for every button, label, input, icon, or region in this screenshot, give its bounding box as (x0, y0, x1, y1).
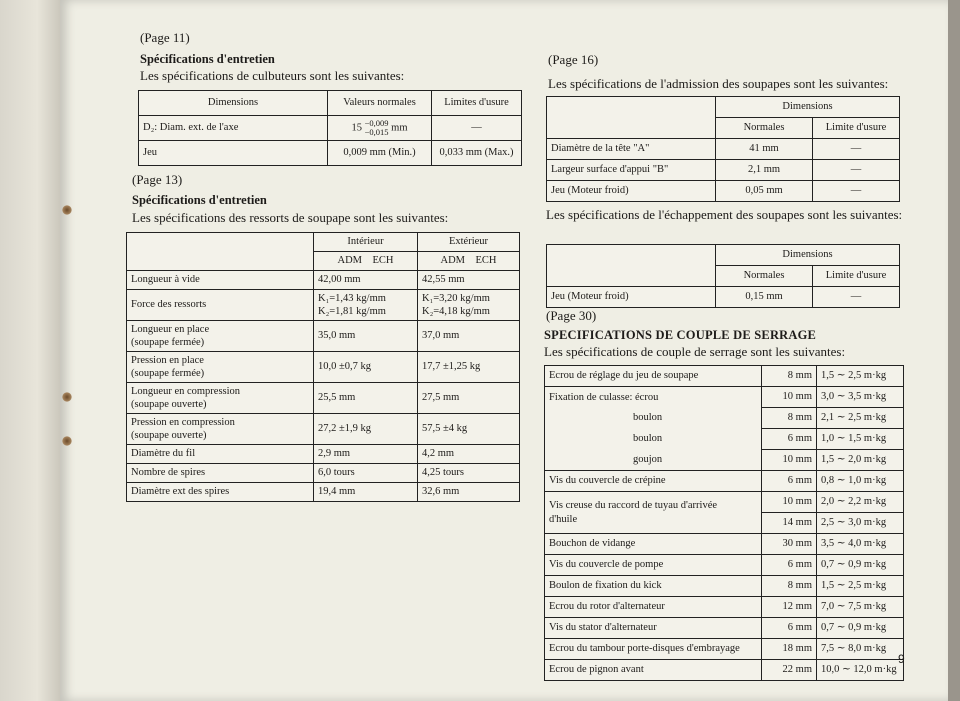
section-title-30: SPECIFICATIONS DE COUPLE DE SERRAGE (544, 328, 817, 342)
row-limit: — (432, 116, 522, 141)
row-limit: 0,033 mm (Max.) (432, 141, 522, 166)
table-row: Longueur en compression (soupape ouverte) 25,5 mm 27,5 mm (127, 383, 520, 414)
header-blank (547, 97, 716, 139)
header-dimensions: Dimensions (716, 245, 900, 266)
table-row: Diamètre ext des spires 19,4 mm 32,6 mm (127, 483, 520, 502)
table-row: Ecrou du rotor d'alternateur 12 mm 7,0 ∼ 7,5 m·kg (545, 597, 904, 618)
row-normal: 0,009 mm (Min.) (328, 141, 432, 166)
header-normal: Normales (716, 266, 813, 287)
rust-stain (62, 205, 72, 215)
table-row: Ecrou du tambour porte-disques d'embrayage 18 mm 7,5 ∼ 8,0 m·kg (545, 639, 904, 660)
facing-page-edge (0, 0, 62, 701)
row-normal: 15 −0,009 −0,015 mm (328, 116, 432, 141)
table-row: Vis du stator d'alternateur 6 mm 0,7 ∼ 0,9 m·kg (545, 618, 904, 639)
table-row (139, 141, 522, 166)
table-row: Longueur à vide 42,00 mm 42,55 mm (127, 271, 520, 290)
table-row: Vis creuse du raccord de tuyau d'arrivée d'huile 10 mm 2,0 ∼ 2,2 m·kg (545, 492, 904, 513)
table-row: Pression en compression (soupape ouverte) 27,2 ±1,9 kg 57,5 ±4 kg (127, 414, 520, 445)
rocker-arm-table (138, 90, 522, 166)
header-limit: Limites d'usure (432, 91, 522, 116)
admission-valve-table (546, 96, 900, 202)
table-row: Jeu (Moteur froid) 0,05 mm — (547, 181, 900, 202)
page-ref-11: (Page 11) (140, 30, 190, 45)
header-limit: Limite d'usure (813, 118, 900, 139)
header-normal: Normales (716, 118, 813, 139)
valve-spring-table (126, 232, 520, 502)
intro-rocker: Les spécifications de culbuteurs sont les suivantes: (140, 68, 405, 83)
header-interior: Intérieur (314, 233, 418, 252)
table-row: Boulon de fixation du kick 8 mm 1,5 ∼ 2,5 m·kg (545, 576, 904, 597)
table-row: Pression en place (soupape fermée) 10,0 ±0,7 kg 17,7 ±1,25 kg (127, 352, 520, 383)
page-ref-16: (Page 16) (548, 52, 599, 67)
row-label: Jeu (139, 141, 328, 166)
header-dimensions: Dimensions (716, 97, 900, 118)
header-limit: Limite d'usure (813, 266, 900, 287)
table-row: Diamètre de la tête "A" 41 mm — (547, 139, 900, 160)
rust-stain (62, 392, 72, 402)
page-ref-30: (Page 30) (546, 308, 597, 323)
table-row: Largeur surface d'appui "B" 2,1 mm — (547, 160, 900, 181)
table-row: Force des ressorts K₁=1,43 kg/mm K₂=1,81 kg/mm K₁=3,20 kg/mm K₂=4,18 kg/mm (127, 290, 520, 321)
header-adm-ech-int: ADM ECH (314, 252, 418, 271)
rust-stain (62, 436, 72, 446)
intro-admission: Les spécifications de l'admission des soupapes sont les suivantes: (548, 76, 889, 91)
header-exterior: Extérieur (418, 233, 520, 252)
header-normal: Valeurs normales (328, 91, 432, 116)
table-row: Bouchon de vidange 30 mm 3,5 ∼ 4,0 m·kg (545, 534, 904, 555)
table-row: boulon 8 mm 2,1 ∼ 2,5 m·kg (545, 408, 904, 429)
table-row: boulon 6 mm 1,0 ∼ 1,5 m·kg (545, 429, 904, 450)
header-dimensions: Dimensions (139, 91, 328, 116)
table-row: Fixation de culasse: écrou 10 mm 3,0 ∼ 3,5 m·kg (545, 387, 904, 408)
manual-page (60, 0, 948, 701)
intro-exhaust: Les spécifications de l'échappement des soupapes sont les suivantes: (546, 207, 903, 222)
table-row: 14 mm 2,5 ∼ 3,0 m·kg (545, 513, 904, 534)
header-blank (547, 245, 716, 287)
header-adm-ech-ext: ADM ECH (418, 252, 520, 271)
table-row: Nombre de spires 6,0 tours 4,25 tours (127, 464, 520, 483)
table-row: Diamètre du fil 2,9 mm 4,2 mm (127, 445, 520, 464)
torque-table (544, 365, 904, 681)
page-ref-13: (Page 13) (132, 172, 183, 187)
table-row: goujon 10 mm 1,5 ∼ 2,0 m·kg (545, 450, 904, 471)
header-blank (127, 233, 314, 271)
section-title-13: Spécifications d'entretien (132, 193, 267, 207)
page-number: 9 (898, 652, 905, 666)
table-row: Vis du couvercle de pompe 6 mm 0,7 ∼ 0,9 m·kg (545, 555, 904, 576)
table-row (139, 116, 522, 141)
table-row: Ecrou de pignon avant 22 mm 10,0 ∼ 12,0 m·kg (545, 660, 904, 681)
intro-springs: Les spécifications des ressorts de soupape sont les suivantes: (132, 210, 449, 225)
row-label: D₂: Diam. ext. de l'axe (139, 116, 328, 141)
exhaust-valve-table (546, 244, 900, 308)
table-row: Jeu (Moteur froid) 0,15 mm — (547, 287, 900, 308)
intro-torque: Les spécifications de couple de serrage sont les suivantes: (544, 344, 846, 359)
section-title-11: Spécifications d'entretien (140, 52, 275, 66)
table-row: Ecrou de réglage du jeu de soupape 8 mm 1,5 ∼ 2,5 m·kg (545, 366, 904, 387)
table-row: Vis du couvercle de crépine 6 mm 0,8 ∼ 1,0 m·kg (545, 471, 904, 492)
table-row: Longueur en place (soupape fermée) 35,0 mm 37,0 mm (127, 321, 520, 352)
